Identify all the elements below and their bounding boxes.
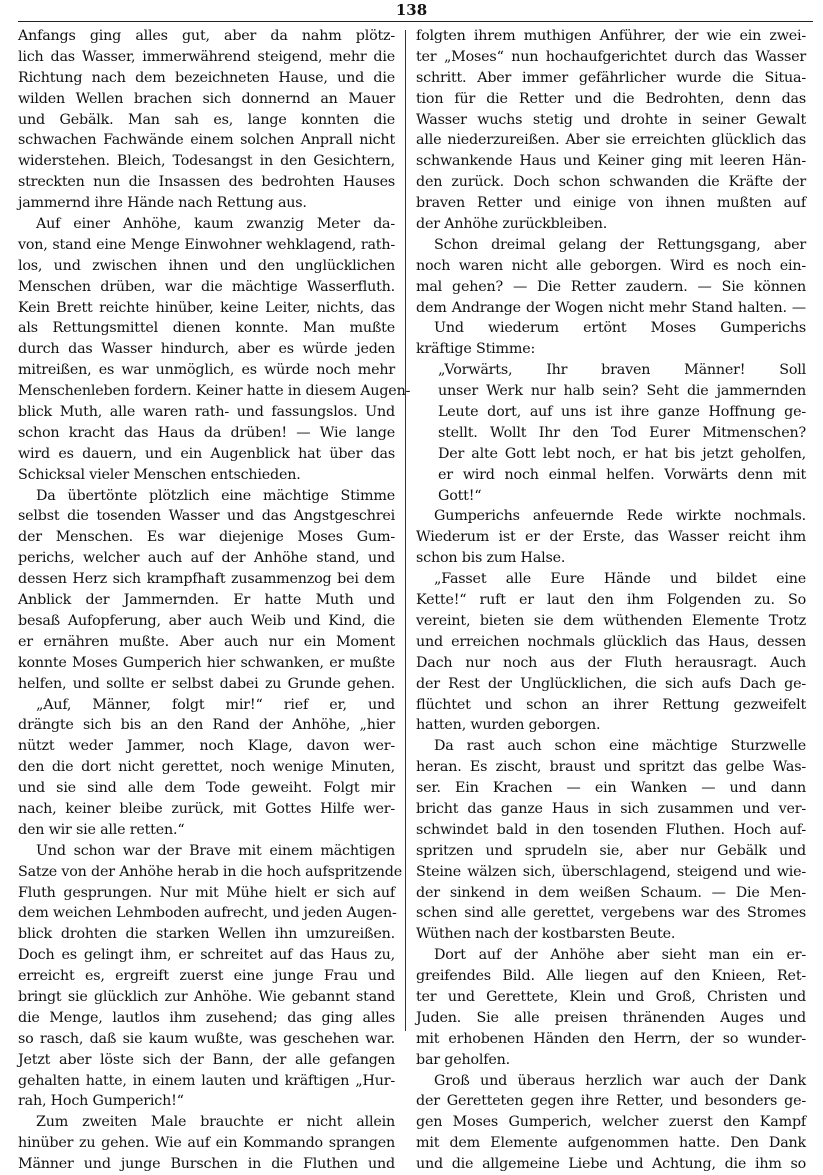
text-line: Doch es gelingt ihm, er schreitet auf das Haus zu, (18, 947, 395, 964)
text-line: wilden Wellen brachen sich donnernd an Mauer (18, 90, 395, 107)
text-line: spritzen und sprudeln sie, aber nur Gebälk und (416, 842, 806, 859)
text-line: mit dem Elemente aufgenommen hatte. Den Dank (416, 1135, 806, 1152)
text-line: lich das Wasser, immerwährend steigend, mehr die (18, 48, 395, 65)
text-line: den wir sie alle retten.“ (18, 821, 185, 838)
text-line: der Anhöhe zurückbleiben. (416, 216, 608, 233)
text-line: Richtung nach dem bezeichneten Hause, und die (18, 69, 395, 86)
text-line: vereint, bieten sie dem wüthenden Elemente Trotz (416, 612, 806, 629)
text-line: mitreißen, es war unmöglich, es würde noch mehr (18, 362, 395, 379)
text-line: alle niederzureißen. Aber sie erreichten glücklich das (416, 132, 806, 149)
text-line: ser. Ein Krachen — ein Wanken — und dann (416, 780, 806, 797)
text-line: blick drohten die starken Wellen ihn umzureißen. (18, 926, 395, 943)
text-line: Auf einer Anhöhe, kaum zwanzig Meter da- (36, 216, 395, 233)
text-line: den zurück. Doch schon schwanden die Kräfte der (416, 174, 806, 191)
text-line: ter und Gerettete, Klein und Groß, Christen und (416, 988, 806, 1005)
text-line: Steine wälzen sich, überschlagend, steigend und wie- (416, 863, 806, 880)
text-line: Menschenleben fordern. Keiner hatte in diesem Augen- (18, 383, 411, 400)
page-number: 138 (395, 1, 428, 19)
text-line: bricht das ganze Haus in sich zusammen und ver- (416, 800, 806, 817)
text-line: Satze von der Anhöhe herab in die hoch aufspritzende (18, 863, 403, 880)
text-line: Da übertönte plötzlich eine mächtige Stimme (36, 487, 395, 504)
text-line: Der alte Gott lebt noch, er hat bis jetzt geholfen, (438, 445, 806, 462)
text-line: „Vorwärts, Ihr braven Männer! Soll (438, 362, 806, 379)
text-line: dem Andrange der Wogen nicht mehr Stand halten. — (416, 299, 806, 316)
text-line: mal gehen? — Die Retter zaudern. — Sie können (416, 278, 806, 295)
text-line: drängte sich bis an den Rand der Anhöhe, „hier (18, 717, 395, 734)
text-line: durch das Wasser hindurch, aber es würde jeden (18, 341, 395, 358)
text-line: und Gebälk. Man sah es, lange konnten die (18, 111, 395, 128)
text-line: blick Muth, alle waren rath- und fassungslos. Und (18, 404, 395, 421)
text-line: schon bis zum Halse. (416, 550, 566, 567)
text-line: Und wiederum ertönt Moses Gumperichs (434, 320, 806, 337)
text-line: unser Werk nur halb sein? Seht die jammernden (438, 383, 806, 400)
text-line: ter „Moses“ nun hochaufgerichtet durch das Wasser (416, 48, 806, 65)
text-line: dessen Herz sich krampfhaft zusammenzog bei dem (18, 571, 395, 588)
column-divider (405, 30, 406, 1031)
text-line: hatten, wurden geborgen. (416, 717, 601, 734)
text-line: Männer und junge Burschen in die Fluthen und (18, 1156, 395, 1173)
text-line: Kein Brett reichte hinüber, keine Leiter, nichts, das (18, 299, 395, 316)
text-line: Gumperichs anfeuernde Rede wirkte nochmals. (434, 508, 806, 525)
text-line: streckten nun die Insassen des bedrohten Hauses (18, 174, 395, 191)
text-line: gehalten hatte, in einem lauten und kräftigen „Hur- (18, 1072, 395, 1089)
text-line: widerstehen. Bleich, Todesangst in den Gesichtern, (18, 153, 395, 170)
text-line: stellt. Wollt Ihr den Tod Eurer Mitmenschen? (438, 424, 806, 441)
text-line: wird es dauern, und ein Augenblick hat über das (18, 445, 395, 462)
text-line: hinüber zu gehen. Wie auf ein Kommando sprangen (18, 1135, 395, 1152)
text-line: bringt sie glücklich zur Anhöhe. Wie gebannt stand (18, 988, 395, 1005)
text-line: Wasser wuchs stetig und drohte in seiner Gewalt (416, 111, 806, 128)
text-line: Schicksal vieler Menschen entschieden. (18, 466, 301, 483)
text-line: und die allgemeine Liebe und Achtung, die ihm so (416, 1156, 806, 1173)
text-line: „Auf, Männer, folgt mir!“ rief er, und (36, 696, 395, 713)
text-line: und erreichen nochmals glücklich das Haus, dessen (416, 633, 806, 650)
text-line: heran. Es zischt, braust und spritzt das gelbe Was- (416, 759, 806, 776)
text-line: kräftige Stimme: (416, 341, 536, 358)
text-line: noch waren nicht alle geborgen. Wird es noch ein- (416, 257, 806, 274)
text-line: selbst die tosenden Wasser und das Angstgeschrei (18, 508, 395, 525)
text-line: gen Moses Gumperich, welcher zuerst den Kampf (416, 1114, 806, 1131)
text-line: dem weichen Lehmboden aufrecht, und jeden Augen- (18, 905, 397, 922)
text-line: Menschen drüben, war die mächtige Wasserfluth. (18, 278, 395, 295)
text-line: tion für die Retter und die Bedrohten, denn das (416, 90, 806, 107)
text-line: Anblick der Jammernden. Er hatte Muth und (18, 592, 395, 609)
text-line: Da rast auch schon eine mächtige Sturzwelle (434, 738, 806, 755)
text-line: als Rettungsmittel dienen konnte. Man mußte (18, 320, 395, 337)
text-line: nach, keiner bleibe zurück, mit Gottes Hilfe wer- (18, 800, 395, 817)
text-line: der Menschen. Es war diejenige Moses Gum- (18, 529, 395, 546)
text-line: Dort auf der Anhöhe aber sieht man ein er- (434, 947, 806, 964)
text-line: der Rest der Unglücklichen, die sich aufs Dach ge- (416, 675, 806, 692)
text-line: flüchtet und schon an ihrer Rettung gezweifelt (416, 696, 806, 713)
text-line: schwankende Haus und Keiner ging mit leeren Hän- (416, 153, 806, 170)
text-line: braven Retter und einige von ihnen mußten auf (416, 195, 806, 212)
text-line: nützt weder Jammer, noch Klage, davon wer- (18, 738, 395, 755)
text-line: Wüthen nach der kostbarsten Beute. (416, 926, 676, 943)
text-line: er wird noch einmal helfen. Vorwärts denn mit (438, 466, 806, 483)
text-line: Dach nur noch aus der Fluth herausragt. Auch (416, 654, 806, 671)
text-line: schen sind alle gerettet, vergebens war des Stromes (416, 905, 806, 922)
text-line: Fluth gesprungen. Nur mit Mühe hielt er sich auf (18, 884, 395, 901)
text-line: Kette!“ ruft er laut den ihm Folgenden zu. So (416, 592, 806, 609)
text-line: Juden. Sie alle preisen thränenden Auges und (416, 1009, 806, 1026)
text-line: Und schon war der Brave mit einem mächtigen (36, 842, 395, 859)
text-line: jammernd ihre Hände nach Rettung aus. (18, 195, 307, 212)
text-line: besaß Aufopferung, aber auch Weib und Kind, die (18, 612, 395, 629)
text-line: bar geholfen. (416, 1051, 510, 1068)
right-column (416, 26, 806, 1173)
text-line: Wiederum ist er der Erste, das Wasser reicht ihm (416, 529, 806, 546)
text-line: helfen, und sollte er selbst dabei zu Grunde gehen. (18, 675, 395, 692)
text-line: den die dort nicht gerettet, noch wenige Minuten, (18, 759, 395, 776)
text-line: Leute dort, auf uns ist ihre ganze Hoffnung ge- (438, 404, 806, 421)
text-line: perichs, welcher auch auf der Anhöhe stand, und (18, 550, 395, 567)
text-line: schwachen Fachwände einem solchen Anprall nicht (18, 132, 395, 149)
header-rule (18, 21, 813, 22)
text-line: so rasch, daß sie kaum wußte, was geschehen war. (18, 1030, 395, 1047)
text-line: „Fasset alle Eure Hände und bildet eine (434, 571, 806, 588)
text-line: greifendes Bild. Alle liegen auf den Knieen, Ret- (416, 968, 806, 985)
text-line: schon kracht das Haus da drüben! — Wie lange (18, 424, 395, 441)
text-line: und sie sind alle dem Tode geweiht. Folgt mir (18, 780, 395, 797)
text-line: von, stand eine Menge Einwohner wehklagend, rath- (18, 236, 395, 253)
left-column (18, 26, 411, 1173)
text-line: Jetzt aber löste sich der Bann, der alle gefangen (18, 1051, 395, 1068)
text-line: er ernähren mußte. Aber auch nur ein Moment (18, 633, 395, 650)
text-line: schritt. Aber immer gefährlicher wurde die Situa- (416, 69, 806, 86)
text-line: Zum zweiten Male brauchte er nicht allein (36, 1114, 395, 1131)
text-line: erreicht es, ergreift zuerst eine junge Frau und (18, 968, 395, 985)
text-line: mit erhobenen Händen den Herrn, der so wunder- (416, 1030, 806, 1047)
text-line: konnte Moses Gumperich hier schwanken, er mußte (18, 654, 395, 671)
text-line: schwindet bald in den tosenden Fluthen. Hoch auf- (416, 821, 806, 838)
text-line: folgten ihrem muthigen Anführer, der wie ein zwei- (416, 28, 806, 44)
text-line: Gott!“ (438, 487, 482, 504)
text-line: der Geretteten gegen ihre Retter, und besonders ge- (416, 1093, 806, 1110)
text-line: Schon dreimal gelang der Rettungsgang, aber (434, 236, 806, 253)
text-line: rah, Hoch Gumperich!“ (18, 1093, 184, 1110)
text-line: Anfangs ging alles gut, aber da nahm plötz- (18, 28, 395, 44)
text-line: der sinkend in dem weißen Schaum. — Die Men- (416, 884, 806, 901)
text-line: die Menge, lautlos ihm zusehend; das ging alles (18, 1009, 395, 1026)
text-line: Groß und überaus herzlich war auch der Dank (434, 1072, 806, 1089)
text-line: los, und zwischen ihnen und den unglücklichen (18, 257, 395, 274)
